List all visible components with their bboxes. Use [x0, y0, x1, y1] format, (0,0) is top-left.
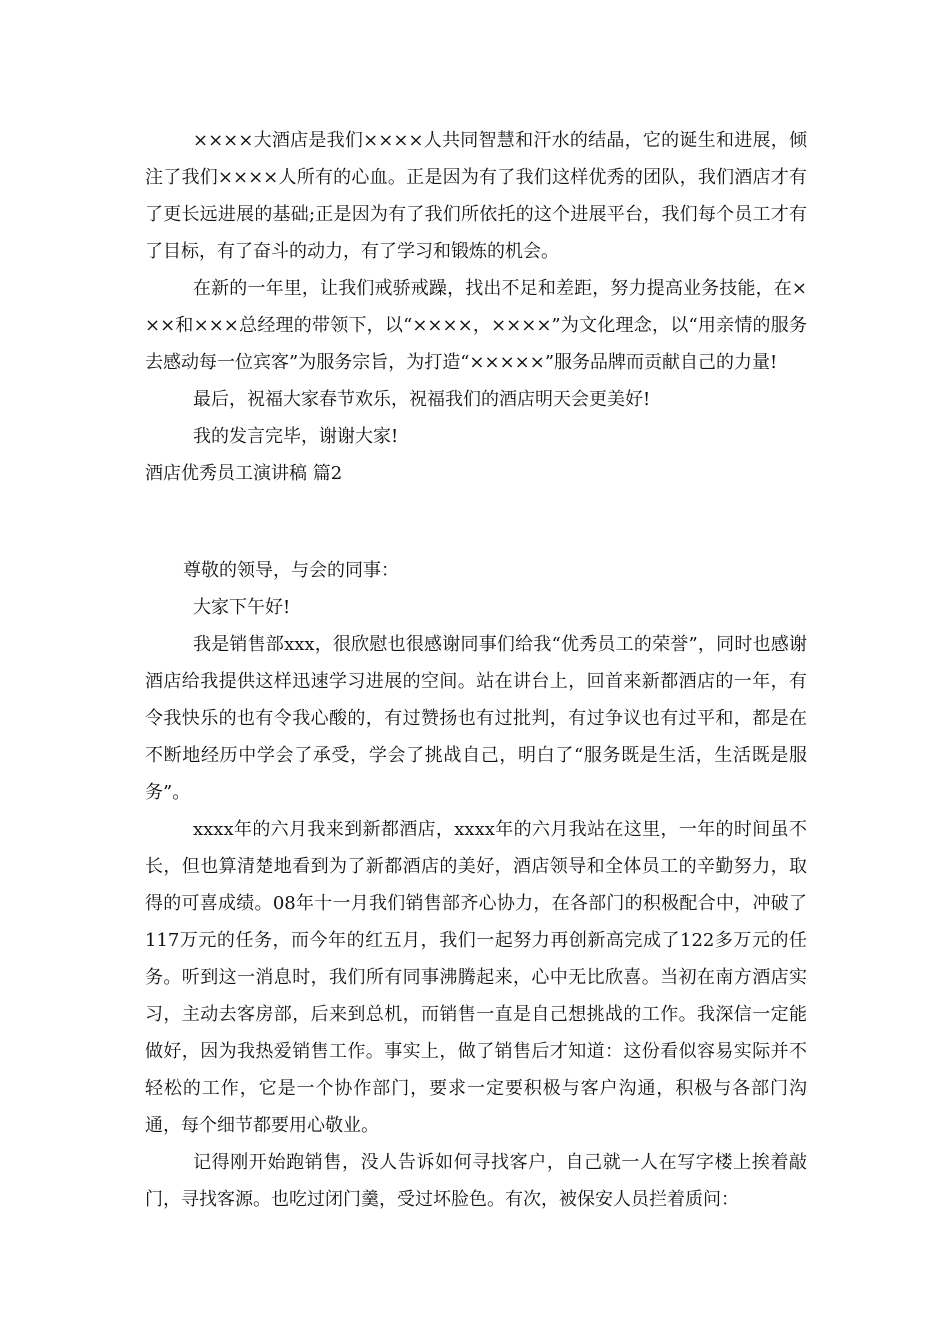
body-paragraph: 我是销售部xxx，很欣慰也很感谢同事们给我“优秀员工的荣誉”，同时也感谢酒店给我提供这样迅速学习进展的空间。站在讲台上，回首来新都酒店的一年，有令我快乐的也有令我心酸的，有过赞扬也有过批判，有过争议也有过平和，都是在不断地经历中学会了承受，学会了挑战自己，明白了“服务既是生活，生活既是服务”。	[145, 634, 807, 803]
body-paragraph: xxxx年的六月我来到新都酒店，xxxx年的六月我站在这里，一年的时间虽不长，但也算清楚地看到为了新都酒店的美好，酒店领导和全体员工的辛勤努力，取得的可喜成绩。08年十一月我们销售部齐心协力，在各部门的积极配合中，冲破了117万元的任务，而今年的红五月，我们一起努力再创新高完成了122多万元的任务。听到这一消息时，我们所有同事沸腾起来，心中无比欣喜。当初在南方酒店实习，主动去客房部，后来到总机，而销售一直是自己想挑战的工作。我深信一定能做好，因为我热爱销售工作。事实上，做了销售后才知道：这份看似容易实际并不轻松的工作，它是一个协作部门，要求一定要积极与客户沟通，积极与各部门沟通，每个细节都要用心敬业。	[145, 819, 807, 1136]
body-paragraph: 在新的一年里，让我们戒骄戒躁，找出不足和差距，努力提高业务技能，在×××和×××总经理的带领下，以“××××，××××”为文化理念，以“用亲情的服务去感动每一位宾客”为服务宗旨，为打造“×××××”服务品牌而贡献自己的力量!	[145, 278, 807, 373]
greeting: 大家下午好!	[193, 597, 291, 618]
salutation: 尊敬的领导，与会的同事：	[183, 560, 399, 581]
section-two	[145, 552, 807, 1218]
body-paragraph: 记得刚开始跑销售，没人告诉如何寻找客户，自己就一人在写字楼上挨着敲门，寻找客源。也吃过闭门羹，受过坏脸色。有次，被保安人员拦着质问：	[145, 1152, 807, 1210]
body-paragraph: ××××大酒店是我们××××人共同智慧和汗水的结晶，它的诞生和进展，倾注了我们××××人所有的心血。正是因为有了我们这样优秀的团队，我们酒店才有了更长远进展的基础;正是因为有了我们所依托的这个进展平台，我们每个员工才有了目标，有了奋斗的动力，有了学习和锻炼的机会。	[145, 130, 807, 262]
body-paragraph: 最后，祝福大家春节欢乐，祝福我们的酒店明天会更美好!	[193, 389, 651, 410]
section-one	[145, 122, 807, 492]
body-paragraph: 我的发言完毕，谢谢大家!	[193, 426, 399, 447]
section-heading: 酒店优秀员工演讲稿 篇2	[145, 463, 343, 484]
